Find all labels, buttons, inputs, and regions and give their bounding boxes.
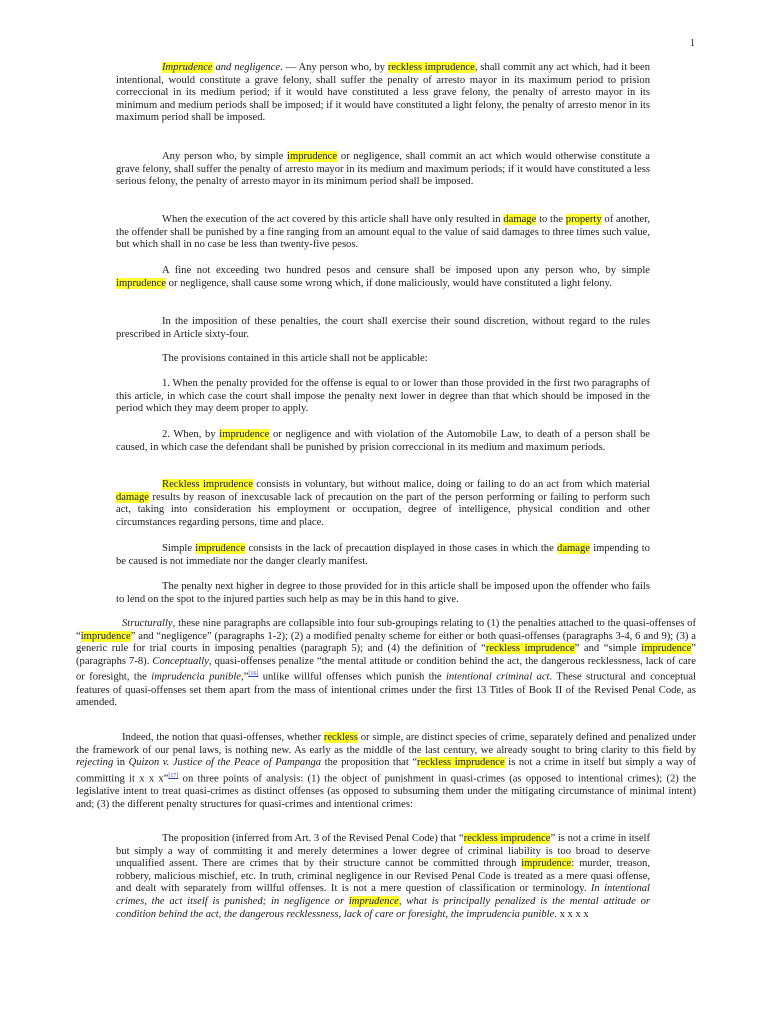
- footnote-link[interactable]: [17]: [168, 772, 179, 779]
- text-run: or negligence and with violation of the Automobile Law, to death of a person shall be caused, in which case the defendant shall be punished by prision correccional in its medium and maximum periods.: [116, 429, 650, 453]
- text-run: ” is not a crime in itself but simply a way of committing it and merely determines a lower degree of criminal liability is too broad to deserve unqualified assent. There are crimes that by their structure cannot be committed through: [116, 833, 650, 870]
- text-run: results by reason of inexcusable lack of precaution on the part of the person performing or failing to perform such act, taking into consideration his employment or occupation, degree of intelligence, physical condition and other circumstances regarding persons, time and place.: [116, 491, 650, 528]
- text-run: 1. When the penalty provided for the offense is equal to or lower than those provided in the first two paragraphs of this article, in which case the court shall impose the penalty next lower in degree than that which should be imposed in the period which they may deem proper to apply.: [116, 378, 650, 415]
- paragraph: [116, 429, 650, 454]
- text-run: 2. When, by: [162, 429, 220, 440]
- italic-text: imprudencia punible: [151, 671, 241, 683]
- paragraph: [76, 618, 696, 710]
- text-run: The penalty next higher in degree to those provided for in this article shall be imposed upon the offender who fails to lend on the spot to the injured parties such help as may be in this hand to give.: [116, 581, 650, 605]
- text-run: impending to be caused is not immediate nor the danger clearly manifest.: [116, 543, 650, 567]
- paragraph: [116, 378, 650, 416]
- text-run: Any person who, by simple: [162, 151, 288, 162]
- italic-text: Structurally: [122, 618, 173, 629]
- italic-text: , what is principally penalized is the mental attitude or condition behind the act, the dangerous recklessness, lack of care or foresight, the imprudencia punible: [116, 895, 650, 920]
- highlighted-term: reckless imprudence: [417, 757, 505, 769]
- text-run: A fine not exceeding two hundred pesos and censure shall be imposed upon any person who, by simple: [162, 265, 650, 276]
- highlighted-term: damage: [503, 214, 537, 225]
- text-run: Indeed, the notion that quasi-offenses, whether: [122, 732, 324, 743]
- text-run: on three points of analysis: (1) the object of punishment in quasi-crimes (as opposed to intentional crimes); (2) the legislative intent to treat quasi-crimes as distinct offenses (as opposed to subsuming them under the mitigating circumstance of minimal intent) and; (3) the different penalty structures for quasi-crimes and intentional crimes:: [76, 773, 697, 810]
- highlighted-term: reckless imprudence: [463, 833, 551, 844]
- text-run: The provisions contained in this article shall not be applicable:: [162, 353, 428, 364]
- text-run: In the imposition of these penalties, the court shall exercise their sound discretion, without regard to the rules prescribed in Article sixty-four.: [116, 316, 650, 340]
- highlighted-term: damage: [116, 491, 149, 503]
- text-run: ,”: [240, 671, 249, 683]
- text-run: . These structural and conceptual features of quasi-offenses set them apart from the mass of intentional crimes under the first 13 Titles of Book II of the Revised Penal Code, as amended.: [76, 671, 696, 709]
- highlighted-term: imprudence: [80, 630, 131, 642]
- italic-text: and negligence: [212, 62, 281, 73]
- text-run: is not a crime in itself but simply a way of committing it x x x”: [76, 757, 696, 785]
- text-run: , quasi-offenses penalize “the mental attitude or condition behind the act, the dangerous recklessness, lack of care or foresight, the: [76, 655, 696, 683]
- text-run: . x x x x: [554, 908, 589, 920]
- highlighted-term: damage: [557, 543, 590, 554]
- text-run: consists in voluntary, but without malice, doing or failing to do an act from which material: [252, 479, 651, 490]
- highlighted-term: reckless: [323, 732, 358, 743]
- text-run: in: [113, 757, 129, 769]
- text-run: to the: [536, 214, 566, 225]
- highlighted-term: reckless imprudence: [485, 643, 575, 655]
- text-run: , these nine paragraphs are collapsible into four sub-groupings relating to (1) the penalties attached to the quasi-offenses of “: [76, 618, 696, 642]
- text-run: ” (paragraphs 7-8).: [76, 643, 696, 667]
- highlighted-term: reckless imprudence: [387, 62, 475, 73]
- paragraph: [116, 265, 650, 290]
- paragraph: [116, 316, 650, 341]
- paragraph: [116, 151, 650, 189]
- paragraph: [116, 581, 650, 606]
- text-run: The proposition (inferred from Art. 3 of the Revised Penal Code) that “: [162, 833, 464, 844]
- text-run: , shall commit any act which, had it been intentional, would constitute a grave felony, shall suffer the penalty of arresto mayor in its maximum period to prision correccional in its medium period; if it would have constituted a less grave felony, the penalty of arresto mayor in its minimum and medium periods shall be imposed; if it would have constituted a light felony, the penalty of arresto menor in its maximum period shall be imposed.: [116, 62, 650, 124]
- paragraph: [116, 62, 650, 125]
- text-run: : murder, treason, robbery, malicious mischief, etc. In truth, criminal negligence in our Revised Penal Code is treated as a mere quasi offense, and dealt with separately from willful offenses. It is not a mere question of classification or terminology.: [116, 858, 650, 895]
- paragraph: [116, 543, 650, 568]
- text-run: or simple, are distinct species of crime, separately defined and penalized under the framework of our penal laws, is nothing new. As early as the middle of the last century, we already sought to bring clarity to this field by: [76, 732, 697, 756]
- text-run: ” and “simple: [574, 643, 642, 655]
- italic-text: Conceptually: [152, 655, 209, 667]
- text-run: or negligence, shall commit an act which would otherwise constitute a grave felony, shall suffer the penalty of arresto mayor in its medium and maximum periods; if it would have constituted a less serious felony, the penalty of arresto mayor in its minimum period shall be imposed.: [116, 151, 650, 188]
- highlighted-term: imprudence: [219, 429, 270, 440]
- paragraph: [116, 214, 650, 252]
- italic-text: In intentional crimes, the act itself is punished; in negligence or: [116, 883, 650, 907]
- text-run: unlike willful offenses which punish the: [258, 671, 446, 683]
- text-run: or negligence, shall cause some wrong which, if done maliciously, would have constituted a light felony.: [166, 277, 612, 289]
- paragraph: [76, 732, 696, 811]
- highlighted-term: Imprudence: [162, 62, 213, 73]
- footnote-link[interactable]: [16]: [248, 671, 259, 678]
- page-number: 1: [690, 38, 695, 49]
- highlighted-term: imprudence: [348, 895, 399, 907]
- italic-text: Quizon v. Justice of the Peace of Pampanga: [128, 757, 322, 769]
- paragraph: [116, 353, 650, 366]
- text-run: of another, the offender shall be punished by a fine ranging from an amount equal to the value of said damages to three times such value, but which shall in no case be less than twenty-five pesos.: [116, 214, 650, 251]
- highlighted-term: Reckless imprudence: [162, 479, 253, 490]
- text-run: ” and “negligence” (paragraphs 1-2); (2) a modified penalty scheme for either or both quasi-offenses (paragraphs 3-4, 6 and 9); (3) a generic rule for trial courts in imposing penalties (paragraph 5); and (4) the definition of “: [76, 630, 696, 655]
- text-run: the proposition that “: [321, 757, 418, 769]
- text-run: When the execution of the act covered by this article shall have only resulted in: [162, 214, 504, 225]
- highlighted-term: property: [565, 214, 602, 225]
- highlighted-term: imprudence: [521, 858, 572, 870]
- text-run: Simple: [162, 543, 196, 554]
- highlighted-term: imprudence: [195, 543, 246, 554]
- text-run: . — Any person who, by: [280, 62, 388, 73]
- highlighted-term: imprudence: [287, 151, 338, 162]
- text-run: consists in the lack of precaution displayed in those cases in which the: [245, 543, 558, 554]
- highlighted-term: imprudence: [116, 277, 167, 289]
- paragraph: [116, 833, 650, 921]
- paragraph: [116, 479, 650, 529]
- italic-text: rejecting: [76, 757, 114, 769]
- italic-text: intentional criminal act: [445, 671, 550, 683]
- highlighted-term: imprudence: [641, 643, 692, 655]
